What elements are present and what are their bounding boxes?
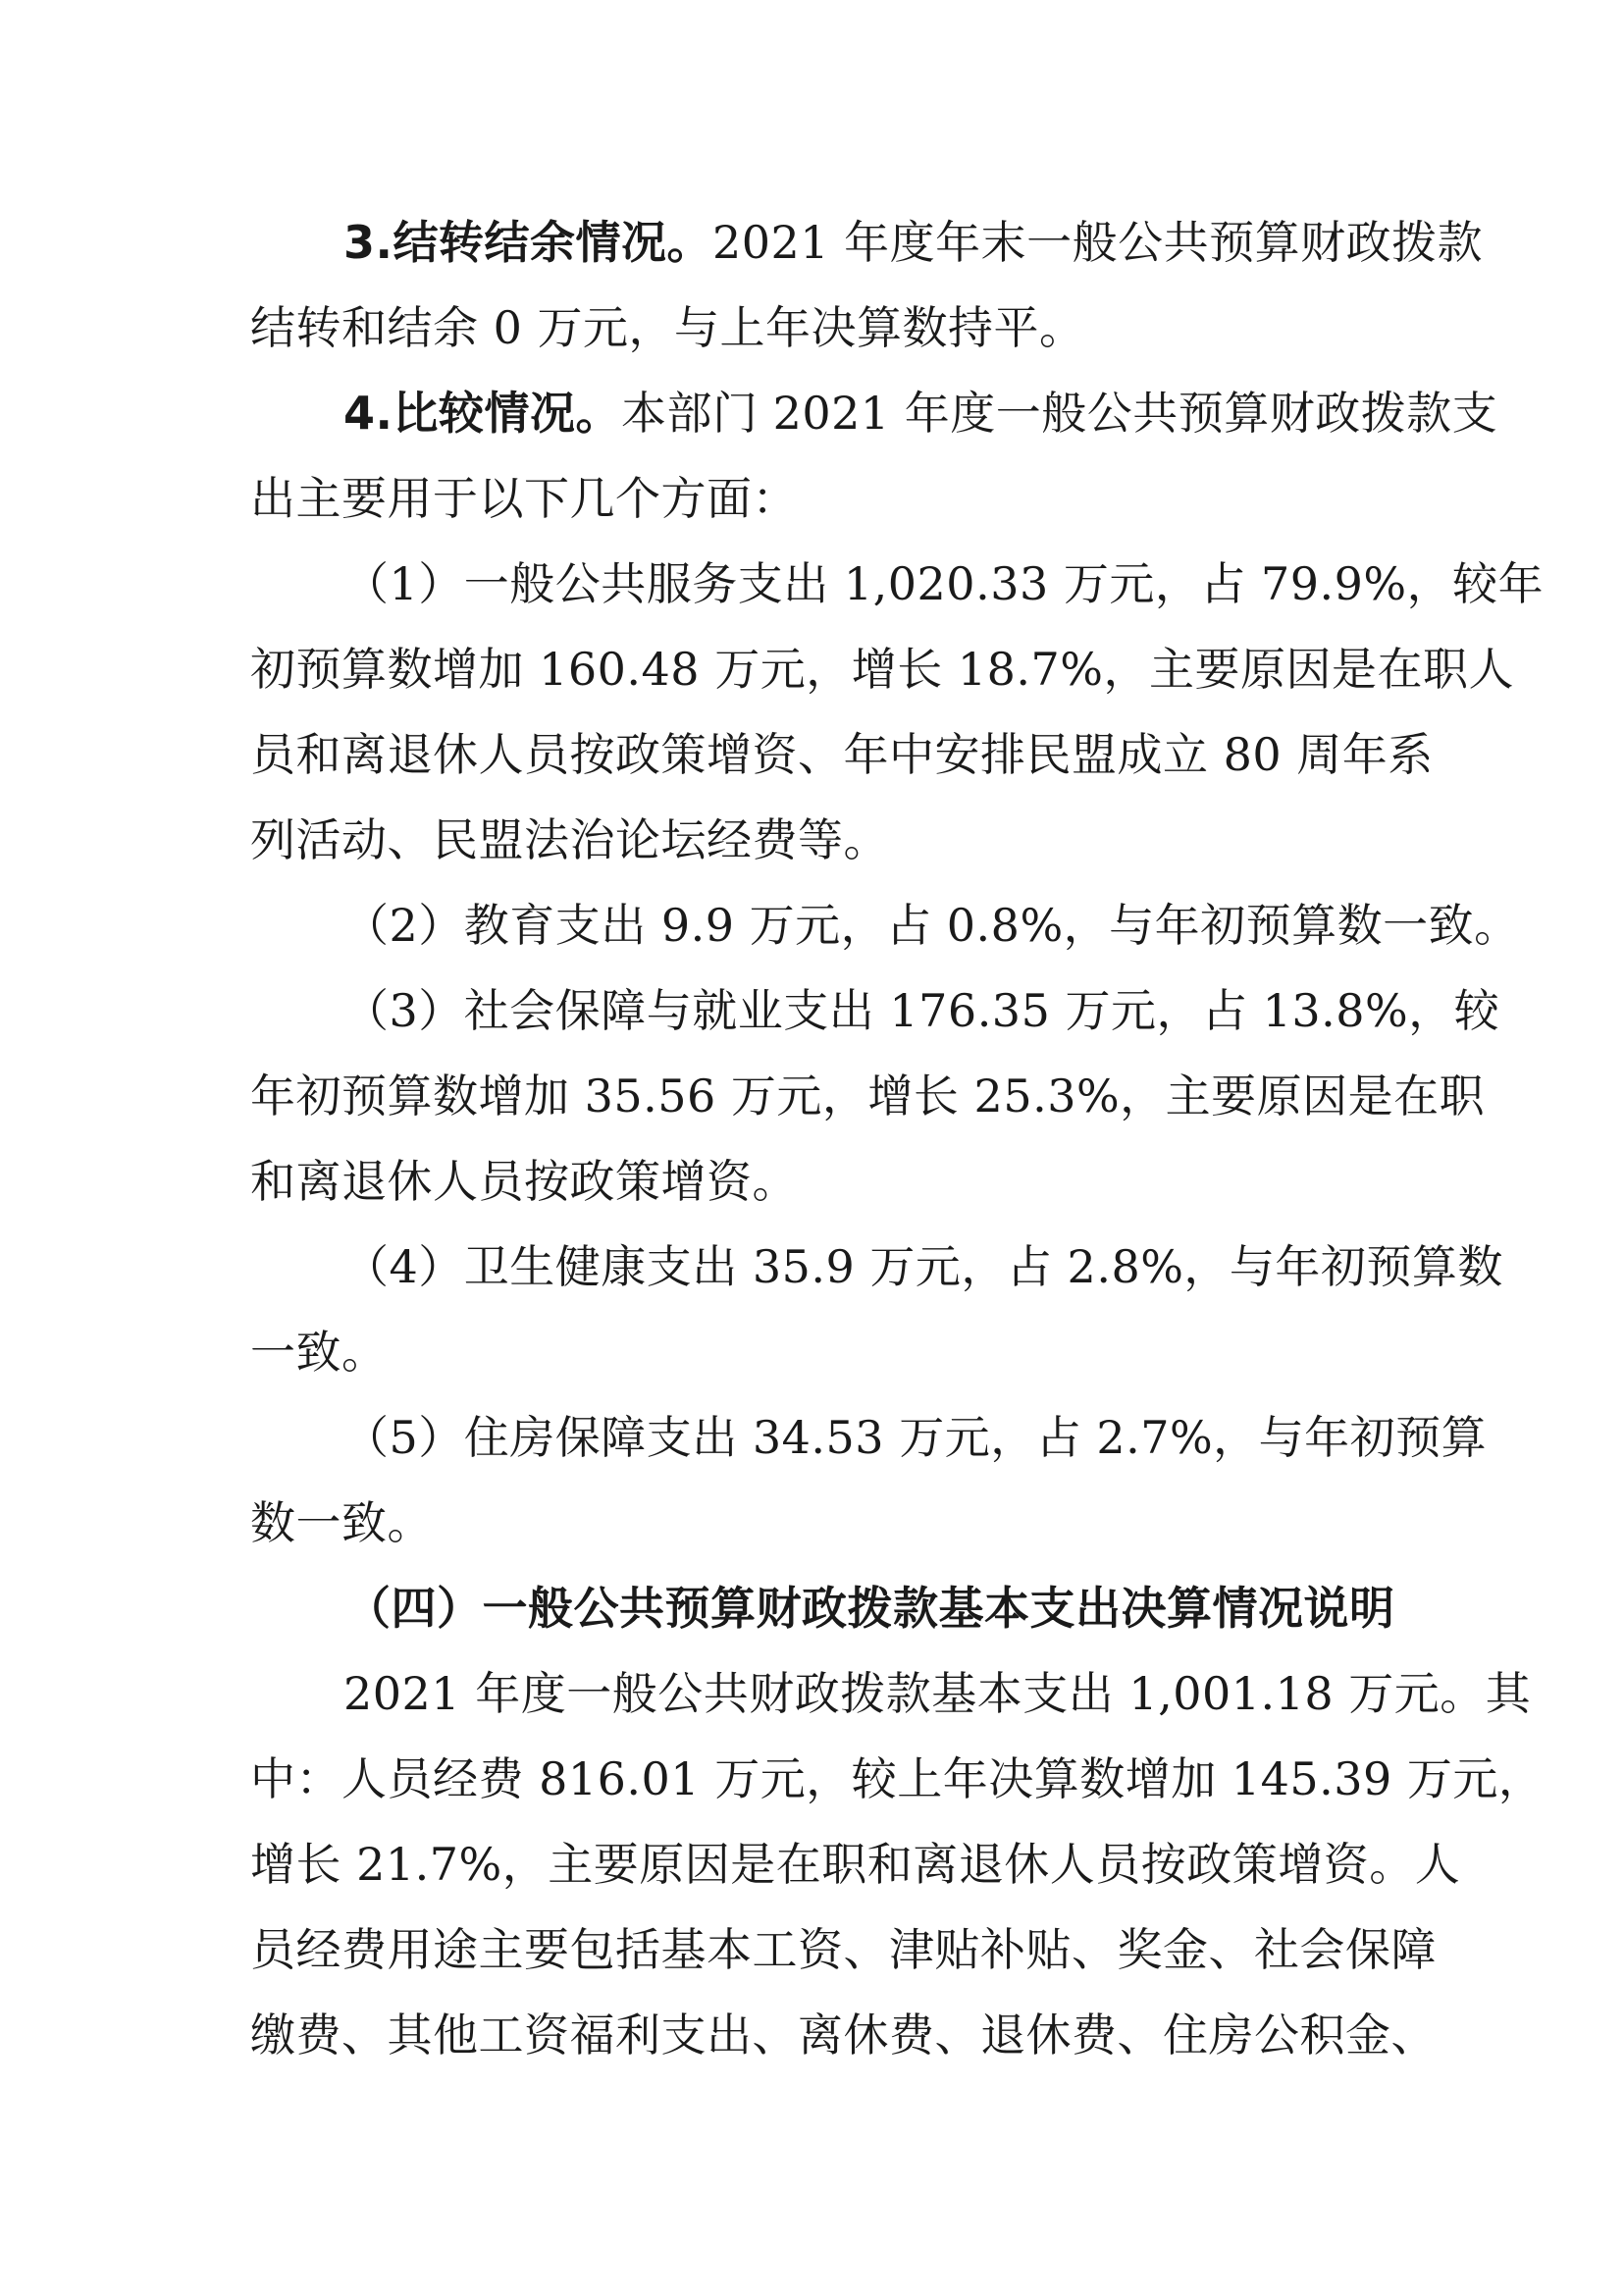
item-3-line-1: （3）社会保障与就业支出 176.35 万元，占 13.8%，较 bbox=[343, 984, 1500, 1037]
item-5-line-1: （5）住房保障支出 34.53 万元，占 2.7%，与年初预算 bbox=[343, 1411, 1488, 1464]
basic-expense-line-2: 中：人员经费 816.01 万元，较上年决算数增加 145.39 万元， bbox=[250, 1752, 1545, 1805]
paragraph-carryover-line-2: 结转和结余 0 万元，与上年决算数持平。 bbox=[250, 301, 1085, 354]
item-1-line-4: 列活动、民盟法治论坛经费等。 bbox=[250, 813, 889, 866]
section-4-heading: （四）一般公共预算财政拨款基本支出决算情况说明 bbox=[345, 1582, 1395, 1635]
item-3-line-3: 和离退休人员按政策增资。 bbox=[250, 1155, 798, 1208]
carryover-text: 2021 年度年末一般公共预算财政拨款 bbox=[711, 216, 1484, 269]
comparison-text: 本部门 2021 年度一般公共预算财政拨款支 bbox=[620, 387, 1498, 440]
carryover-heading: 3.结转结余情况。 bbox=[343, 216, 712, 269]
item-1-line-3: 员和离退休人员按政策增资、年中安排民盟成立 80 周年系 bbox=[250, 728, 1434, 781]
basic-expense-line-1: 2021 年度一般公共财政拨款基本支出 1,001.18 万元。其 bbox=[343, 1667, 1532, 1720]
comparison-heading: 4.比较情况。 bbox=[343, 387, 621, 440]
item-5-line-2: 数一致。 bbox=[250, 1496, 433, 1549]
item-3-line-2: 年初预算数增加 35.56 万元，增长 25.3%，主要原因是在职 bbox=[250, 1070, 1486, 1122]
paragraph-comparison-line-2: 出主要用于以下几个方面： bbox=[250, 472, 798, 525]
item-2-line-1: （2）教育支出 9.9 万元，占 0.8%，与年初预算数一致。 bbox=[343, 899, 1520, 952]
paragraph-carryover-line-1 bbox=[343, 214, 1483, 271]
item-1-line-2: 初预算数增加 160.48 万元，增长 18.7%，主要原因是在职人 bbox=[250, 643, 1514, 696]
item-4-line-1: （4）卫生健康支出 35.9 万元，占 2.8%，与年初预算数 bbox=[343, 1240, 1503, 1293]
basic-expense-line-3: 增长 21.7%，主要原因是在职和离退休人员按政策增资。人 bbox=[250, 1838, 1461, 1891]
item-4-line-2: 一致。 bbox=[250, 1326, 388, 1379]
paragraph-comparison-line-1 bbox=[343, 385, 1497, 442]
basic-expense-line-4: 员经费用途主要包括基本工资、津贴补贴、奖金、社会保障 bbox=[250, 1923, 1437, 1976]
item-1-line-1: （1）一般公共服务支出 1,020.33 万元，占 79.9%，较年 bbox=[343, 557, 1545, 610]
basic-expense-line-5: 缴费、其他工资福利支出、离休费、退休费、住房公积金、 bbox=[250, 2009, 1437, 2061]
